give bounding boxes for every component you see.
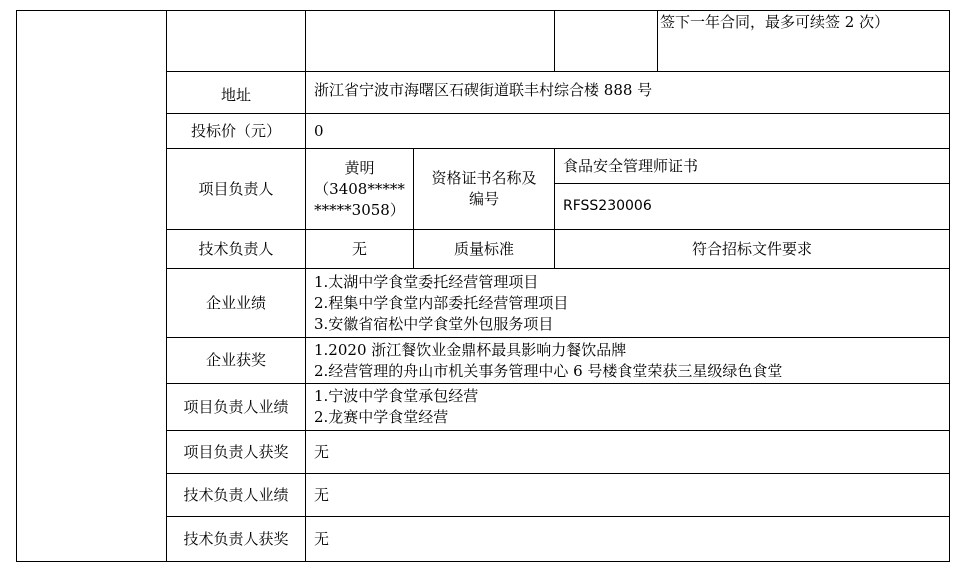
list-item: 1.宁波中学食堂承包经营	[314, 387, 479, 405]
pm-performance-list	[306, 384, 949, 430]
tech-awards-value: 无	[314, 529, 330, 548]
list-item: 3.安徽省宿松中学食堂外包服务项目	[314, 314, 554, 333]
company-awards-list	[306, 338, 949, 383]
tech-lead-value: 无	[351, 239, 367, 258]
contract-term-note: 签下一年合同，最多可续签 2 次）	[660, 13, 890, 31]
address-label: 地址	[220, 86, 251, 104]
list-item: 1.太湖中学食堂委托经营管理项目	[314, 272, 539, 291]
company-performance-list	[306, 269, 949, 337]
company-awards-label: 企业获奖	[205, 351, 266, 369]
list-item: 1.2020 浙江餐饮业金鼎杯最具影响力餐饮品牌	[314, 340, 627, 359]
bid-price-value: 0	[314, 121, 324, 140]
bid-price-label: 投标价（元）	[190, 121, 281, 140]
address-value: 浙江省宁波市海曙区石碶街道联丰村综合楼 888 号	[314, 81, 653, 99]
tech-performance-label: 技术负责人业绩	[183, 485, 289, 504]
certificate-label: 资格证书名称及 编号	[431, 169, 537, 208]
pm-performance-label: 项目负责人业绩	[183, 397, 289, 416]
list-item: 2.程集中学食堂内部委托经营管理项目	[314, 293, 569, 312]
list-item: 2.龙赛中学食堂经营	[314, 408, 449, 426]
certificate-name: 食品安全管理师证书	[563, 156, 699, 175]
quality-standard-label: 质量标准	[453, 239, 514, 258]
company-performance-label: 企业业绩	[205, 293, 266, 312]
project-manager-label: 项目负责人	[198, 179, 274, 198]
quality-standard-value: 符合招标文件要求	[691, 239, 812, 258]
project-manager-name: 黄明 （3408***** *****3058）	[314, 158, 405, 219]
tech-performance-value: 无	[314, 485, 330, 504]
certificate-number: RFSS230006	[563, 198, 652, 214]
pm-awards-value: 无	[314, 442, 330, 461]
list-item: 2.经营管理的舟山市机关事务管理中心 6 号楼食堂荣获三星级绿色食堂	[314, 361, 783, 380]
pm-awards-label: 项目负责人获奖	[183, 442, 289, 461]
tech-lead-label: 技术负责人	[198, 239, 274, 258]
tech-awards-label: 技术负责人获奖	[183, 529, 289, 548]
